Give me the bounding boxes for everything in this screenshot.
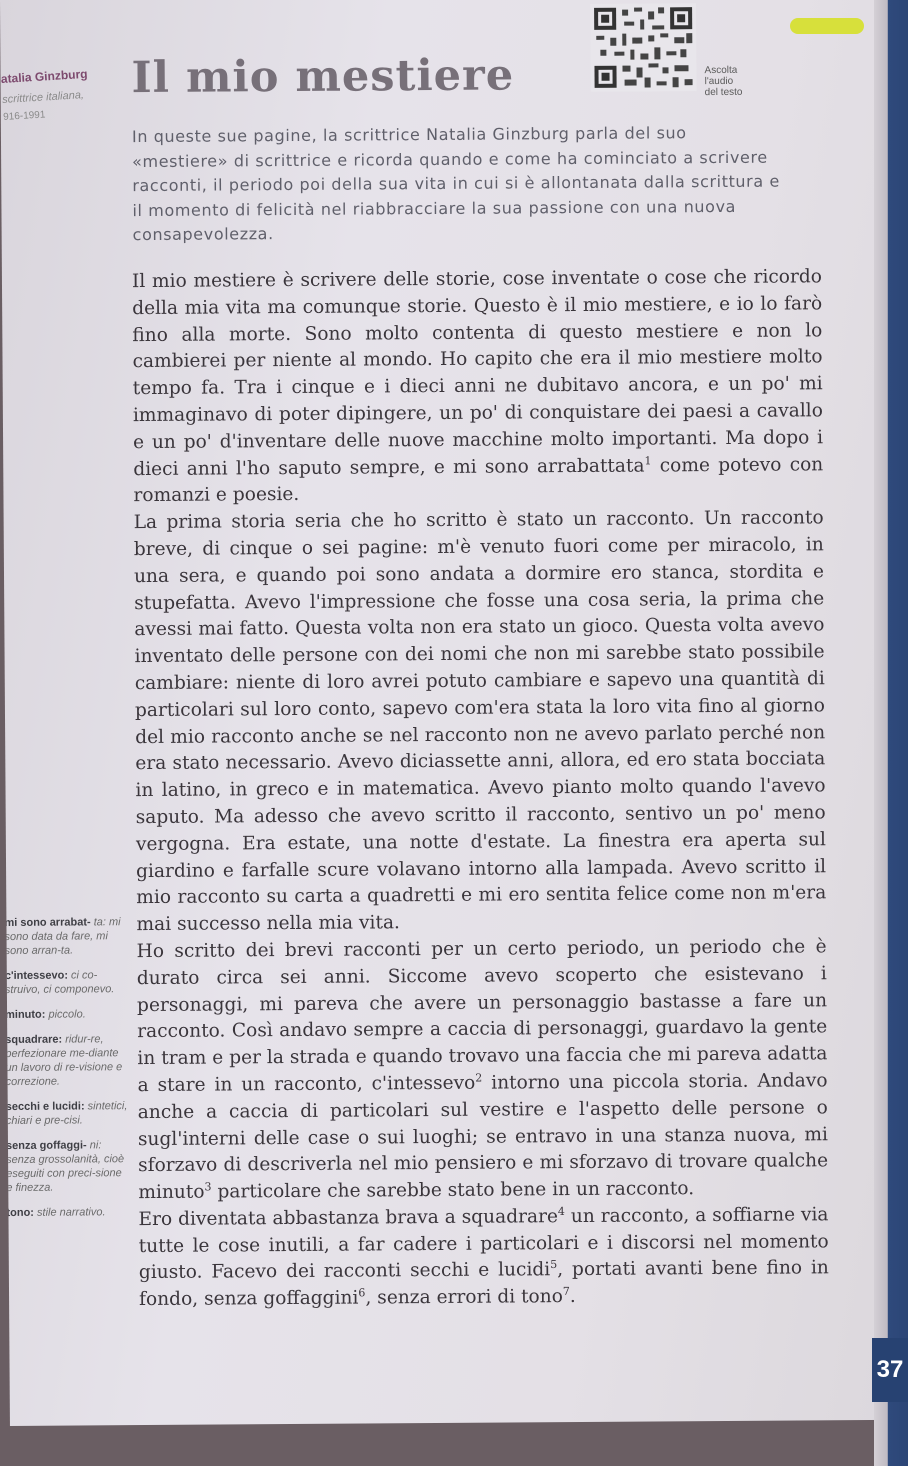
- footnote-ref: 4: [557, 1204, 565, 1218]
- text-span: come potevo con romanzi e poesie.: [133, 453, 824, 507]
- glossary-definition: piccolo.: [48, 1008, 86, 1021]
- footnote-ref: 5: [550, 1258, 558, 1272]
- page-number: 37: [872, 1338, 908, 1402]
- glossary-definition: sintetici, chiari e pre-cisi.: [5, 1100, 128, 1127]
- footnote-ref: 7: [562, 1285, 570, 1299]
- glossary-entry: [6, 1205, 128, 1220]
- author-sidebar: [1, 65, 114, 122]
- page-title: Il mio mestiere: [131, 50, 515, 104]
- glossary-definition: ta: mi sono data da fare, mi sono arran-ta.: [4, 916, 121, 957]
- text-span: Ero diventata abbastanza brava a squadrare: [138, 1206, 559, 1230]
- glossary-term: c'intessevo:: [4, 969, 69, 982]
- audio-link[interactable]: [704, 65, 774, 98]
- glossary-entry: [4, 915, 126, 958]
- glossary-sidebar: [4, 915, 128, 1231]
- author-name: atalia Ginzburg: [0, 66, 88, 86]
- intro-paragraph: In queste sue pagine, la scrittrice Natalia Ginzburg parla del suo «mestiere» di scrittrice e ricorda quando e come ha cominciato a scrivere racconti, il periodo poi della sua vita in cui si è allontanata dalla scrittura e il momento di felicità nel riabbracciare la sua passione con una nuova consapevolezza.: [131, 123, 780, 245]
- qr-code-icon[interactable]: [590, 3, 697, 92]
- text-span: , senza errori di tono: [365, 1286, 563, 1309]
- text-span: intorno una piccola storia. Andavo anche a caccia di particolari sul vestire e l'aspetto delle persone o sugl'interni delle case o sui luoghi; se entravo in una stanza nuova, mi sforzavo di descriverla nel mio pensiero e mi sforzavo di trovare qualche minuto: [137, 1070, 829, 1204]
- audio-label-line: del testo: [704, 86, 743, 99]
- footnote-ref: 1: [644, 453, 652, 467]
- glossary-term: tono:: [6, 1206, 34, 1219]
- paragraph: La prima storia seria che ho scritto è stato un racconto. Un racconto breve, di cinque o sei pagine: m'è venuto fuori come per miracolo, in una sera, e quando poi sono andata a dormire ero stanca, stordita e stupefatta. Avevo l'impressione che fosse una cosa seria, la prima che avessi mai fatto. Questa volta non era stato un gioco. Questa volta avevo inventato delle persone con dei nomi che non mi sarebbe stato possibile cambiare: niente di loro avrei potuto cambiare e sapevo una quantità di particolari sul loro conto, sapevo com'era stata la loro vita fino al giorno del mio racconto anche se nel racconto non ne avevo parlato perché non era stato necessario. Avevo diciassette anni, allora, ed ero stata bocciata in latino, in greco e in matematica. Avevo pianto molto quando l'avevo saputo. Ma adesso che avevo scritto il racconto, sentivo un po' meno vergogna. Era estate, una notte d'estate. La finestra era aperta sul giardino e farfalle scure volavano intorno alla lampada. Avevo scritto il mio racconto su carta a quadretti e mi ero sentita felice come non m'era mai successo nella mia vita.: [133, 507, 827, 936]
- footnote-ref: 2: [475, 1071, 483, 1085]
- text-span: Ho scritto dei brevi racconti per un certo periodo, un periodo che è durato circa sei anni. Siccome avevo scoperto che esistevano i personaggi, mi pareva che avere un personaggio bastasse a fare un racconto. Così andavo sempre a caccia di personaggi, guardavo la gente in tram e per la strada e quando trovavo una faccia che mi pareva adatta a stare in un racconto, c'intessevo: [136, 936, 828, 1096]
- paragraph: [137, 934, 829, 1207]
- glossary-entry: [6, 1099, 128, 1128]
- glossary-term: senza goffaggi-: [5, 1139, 87, 1152]
- main-text: [132, 264, 829, 1314]
- author-years: 916-1991: [2, 109, 46, 123]
- audio-label-line: Ascolta: [704, 64, 738, 77]
- text-span: particolare che sarebbe stato bene in un racconto.: [211, 1178, 695, 1203]
- text-span: Il mio mestiere è scrivere delle storie, cose inventate o cose che ricordo della mia vita ma comunque storie. Questo è il mio mestiere, e io lo farò fino alla morte. Sono molto contenta di questo mestiere e non lo cambierei per niente al mondo. Ho capito che era il mio mestiere molto tempo fa. Tra i cinque e i dieci anni ne dubitavo ancora, e un po' mi immaginavo di poter dipingere, un po' di conquistare dei paesi a cavallo e un po' d'inventare delle nuove macchine molto importanti. Ma dopo i dieci anni l'ho saputo sempre, e mi sono arrabattata: [131, 266, 824, 480]
- glossary-term: minuto:: [5, 1008, 46, 1021]
- glossary-term: mi sono arrabat-: [4, 916, 91, 929]
- paragraph: [132, 264, 824, 510]
- glossary-term: secchi e lucidi:: [5, 1100, 85, 1113]
- glossary-term: squadrare:: [5, 1033, 63, 1046]
- glossary-definition: ridur-re, perfezionare me-diante un lavoro di re-visione e correzione.: [5, 1033, 123, 1088]
- glossary-entry: [5, 1007, 127, 1022]
- glossary-definition: ci co-struivo, ci componevo.: [4, 969, 115, 996]
- glossary-entry: [5, 968, 127, 997]
- glossary-definition: ni: senza grossolanità, cioè eseguiti con preci-sione e finezza.: [6, 1139, 125, 1194]
- glossary-entry: [6, 1138, 128, 1195]
- yellow-tab: [790, 18, 864, 34]
- text-span: , portati avanti bene fino in fondo, senza goffaggini: [139, 1257, 829, 1311]
- paragraph: [138, 1202, 829, 1314]
- glossary-entry: [5, 1032, 127, 1089]
- text-span: .: [569, 1286, 576, 1308]
- author-role: scrittrice italiana,: [1, 89, 85, 106]
- glossary-definition: stile narrativo.: [36, 1206, 106, 1219]
- page-edge: [874, 0, 908, 1466]
- audio-label-line: l'audio: [704, 75, 734, 88]
- footnote-ref: 6: [358, 1286, 366, 1300]
- text-span: un racconto, a soffiarne via tutte le cose inutili, a far cadere i particolari e i discorsi nel momento giusto. Facevo dei racconti secchi e lucidi: [138, 1204, 829, 1284]
- footnote-ref: 3: [204, 1180, 212, 1194]
